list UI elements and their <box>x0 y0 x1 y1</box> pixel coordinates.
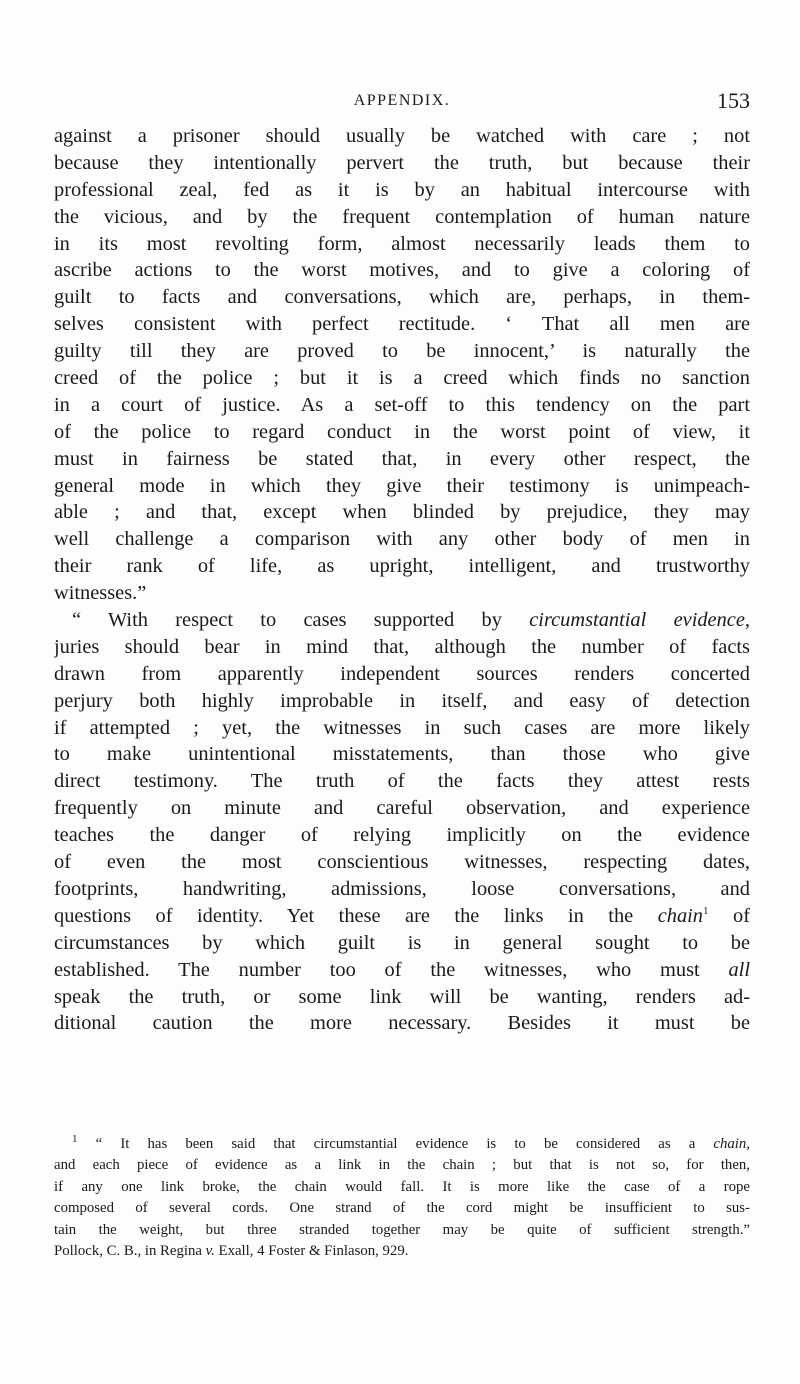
footnote-line <box>54 1241 750 1262</box>
footnote-line: and each piece of evidence as a link in the chain ; but that is not so, for then, <box>54 1157 750 1174</box>
text-line: because they intentionally pervert the truth, but because their <box>54 151 750 174</box>
text-line: general mode in which they give their testimony is unimpeach- <box>54 474 750 497</box>
text-run: established. The number too of the witnesses, who must <box>54 958 729 981</box>
italic-run: chain, <box>713 1136 750 1152</box>
text-run: Pollock, C. B., in Regina <box>54 1242 206 1259</box>
text-run: “ With respect to cases supported by <box>72 609 530 632</box>
text-line: circumstances by which guilt is in general sought to be <box>54 931 750 954</box>
running-title: APPENDIX. <box>353 92 451 109</box>
footnote <box>54 1134 750 1262</box>
paragraph-start-line <box>54 607 750 634</box>
running-head <box>54 88 750 114</box>
text-line: frequently on minute and careful observation, and experience <box>54 797 750 820</box>
text-line: guilt to facts and conversations, which are, perhaps, in them- <box>54 286 750 309</box>
italic-run: circumstantial evidence, <box>529 609 750 632</box>
text-line: in a court of justice. As a set-off to this tendency on the part <box>54 393 750 416</box>
text-line: creed of the police ; but it is a creed which finds no sanction <box>54 367 750 390</box>
text-line: speak the truth, or some link will be wanting, renders ad- <box>54 985 750 1008</box>
body-text <box>54 123 750 1037</box>
footnote-line: tain the weight, but three stranded together may be quite of sufficient strength.” <box>54 1221 750 1238</box>
footnote-line <box>54 1134 750 1155</box>
text-run: of <box>708 904 750 927</box>
text-line: guilty till they are proved to be innocent,’ is naturally the <box>54 340 750 363</box>
italic-run: v. <box>205 1242 215 1259</box>
text-line: in its most revolting form, almost necessarily leads them to <box>54 232 750 255</box>
text-line: ditional caution the more necessary. Besides it must be <box>54 1012 750 1035</box>
footnote-marker: 1 <box>72 1134 78 1146</box>
text-line: must in fairness be stated that, in every other respect, the <box>54 447 750 470</box>
text-line: against a prisoner should usually be watched with care ; not <box>54 125 750 147</box>
italic-run: chain <box>657 904 704 927</box>
text-line: ascribe actions to the worst motives, and to give a coloring of <box>54 259 750 282</box>
text-line <box>54 957 750 984</box>
footnote-line: composed of several cords. One strand of the cord might be insufficient to sus- <box>54 1200 750 1217</box>
text-line: teaches the danger of relying implicitly on the evidence <box>54 824 750 847</box>
text-line: professional zeal, fed as it is by an habitual intercourse with <box>54 178 750 201</box>
text-run: questions of identity. Yet these are the links in the <box>54 904 658 927</box>
text-line <box>54 903 750 930</box>
text-line: of even the most conscientious witnesses, respecting dates, <box>54 851 750 874</box>
text-line: of the police to regard conduct in the worst point of view, it <box>54 420 750 443</box>
text-line: the vicious, and by the frequent contemplation of human nature <box>54 205 750 228</box>
italic-run: all <box>728 958 750 981</box>
text-line: able ; and that, except when blinded by prejudice, they may <box>54 501 750 524</box>
text-run: “ It has been said that circumstantial evidence is to be considered as a <box>77 1136 714 1152</box>
text-line: their rank of life, as upright, intelligent, and trustworthy <box>54 555 750 578</box>
text-line: footprints, handwriting, admissions, loose conversations, and <box>54 877 750 900</box>
footnote-reference[interactable]: 1 <box>703 905 709 918</box>
footnote-line: if any one link broke, the chain would fall. It is more like the case of a rope <box>54 1178 750 1195</box>
text-line: perjury both highly improbable in itself, and easy of detection <box>54 689 750 712</box>
text-line: drawn from apparently independent sources renders concerted <box>54 662 750 685</box>
text-line: selves consistent with perfect rectitude. ‘ That all men are <box>54 313 750 336</box>
text-line: juries should bear in mind that, although the number of facts <box>54 635 750 658</box>
text-line: to make unintentional misstatements, than those who give <box>54 743 750 766</box>
text-run: Exall, 4 Foster & Finlason, 929. <box>214 1242 409 1259</box>
text-line: well challenge a comparison with any other body of men in <box>54 528 750 551</box>
text-line: witnesses.” <box>54 582 147 605</box>
page-number: 153 <box>717 88 750 113</box>
text-line: direct testimony. The truth of the facts they attest rests <box>54 770 750 793</box>
text-line: if attempted ; yet, the witnesses in such cases are more likely <box>54 716 750 739</box>
